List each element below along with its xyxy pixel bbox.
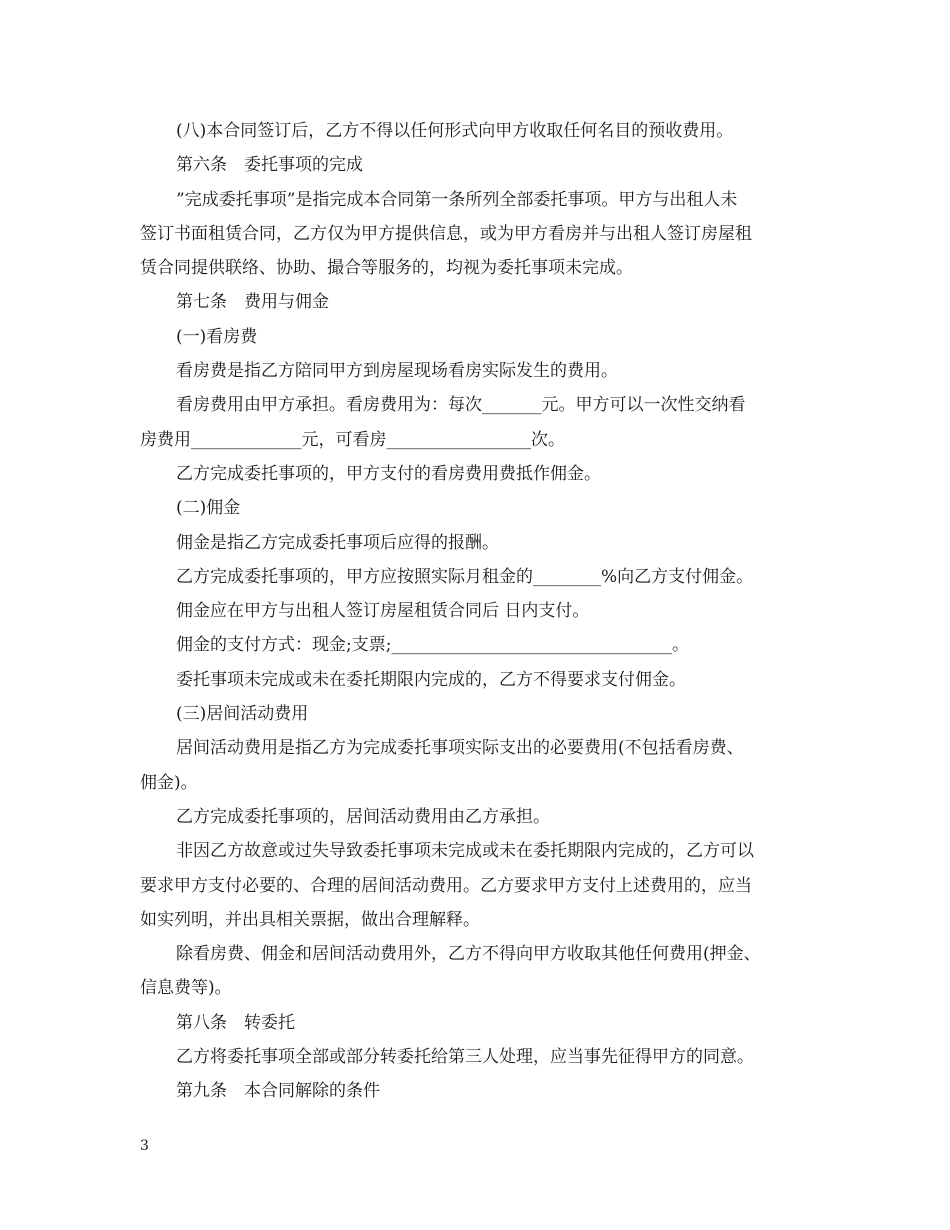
text-line: 乙方完成委托事项的，居间活动费用由乙方承担。: [176, 806, 550, 827]
text-line: 佣金的支付方式：现金;支票;_________________________________。: [176, 635, 689, 656]
text-line: 除看房费、佣金和居间活动费用外，乙方不得向甲方收取其他任何费用(押金、: [176, 944, 761, 965]
text-line: 乙方完成委托事项的，甲方应按照实际月租金的________%向乙方支付佣金。: [176, 566, 754, 587]
text-line: 第七条 费用与佣金: [176, 292, 329, 313]
text-line: ”完成委托事项”是指完成本合同第一条所列全部委托事项。甲方与出租人未: [176, 189, 738, 210]
text-line: 第八条 转委托: [176, 1012, 295, 1033]
text-line: 居间活动费用是指乙方为完成委托事项实际支出的必要费用(不包括看房费、: [176, 738, 744, 759]
text-line: 签订书面租赁合同，乙方仅为甲方提供信息，或为甲方看房并与出租人签订房屋租: [140, 223, 752, 244]
text-line: 赁合同提供联络、协助、撮合等服务的，均视为委托事项未完成。: [140, 258, 633, 279]
text-line: (二)佣金: [176, 498, 241, 519]
text-line: 佣金应在甲方与出租人签订房屋租赁合同后 日内支付。: [176, 601, 590, 622]
text-line: 看房费用由甲方承担。看房费用为：每次_______元。甲方可以一次性交纳看: [176, 395, 746, 416]
text-line: 非因乙方故意或过失导致委托事项未完成或未在委托期限内完成的，乙方可以: [176, 841, 754, 862]
text-line: 看房费是指乙方陪同甲方到房屋现场看房实际发生的费用。: [176, 361, 618, 382]
text-line: 房费用_____________元，可看房_________________次。: [140, 429, 565, 450]
text-line: (一)看房费: [176, 326, 258, 347]
text-line: (八)本合同签订后，乙方不得以任何形式向甲方收取任何名目的预收费用。: [176, 121, 734, 141]
text-line: 乙方完成委托事项的，甲方支付的看房费用费抵作佣金。: [176, 463, 601, 484]
text-line: 委托事项未完成或未在委托期限内完成的，乙方不得要求支付佣金。: [176, 669, 686, 690]
text-line: 佣金是指乙方完成委托事项后应得的报酬。: [176, 532, 499, 553]
text-line: 如实列明，并出具相关票据，做出合理解释。: [140, 909, 480, 930]
text-line: 第九条 本合同解除的条件: [176, 1081, 380, 1102]
text-line: (三)居间活动费用: [176, 704, 309, 725]
document-body: [140, 114, 812, 1109]
page-number: 3: [140, 1138, 149, 1154]
text-line: 乙方将委托事项全部或部分转委托给第三人处理，应当事先征得甲方的同意。: [176, 1047, 754, 1068]
text-line: 要求甲方支付必要的、合理的居间活动费用。乙方要求甲方支付上述费用的，应当: [140, 875, 752, 896]
text-line: 信息费等)。: [140, 978, 232, 999]
text-line: 佣金)。: [140, 772, 198, 793]
text-line: 第六条 委托事项的完成: [176, 155, 363, 176]
